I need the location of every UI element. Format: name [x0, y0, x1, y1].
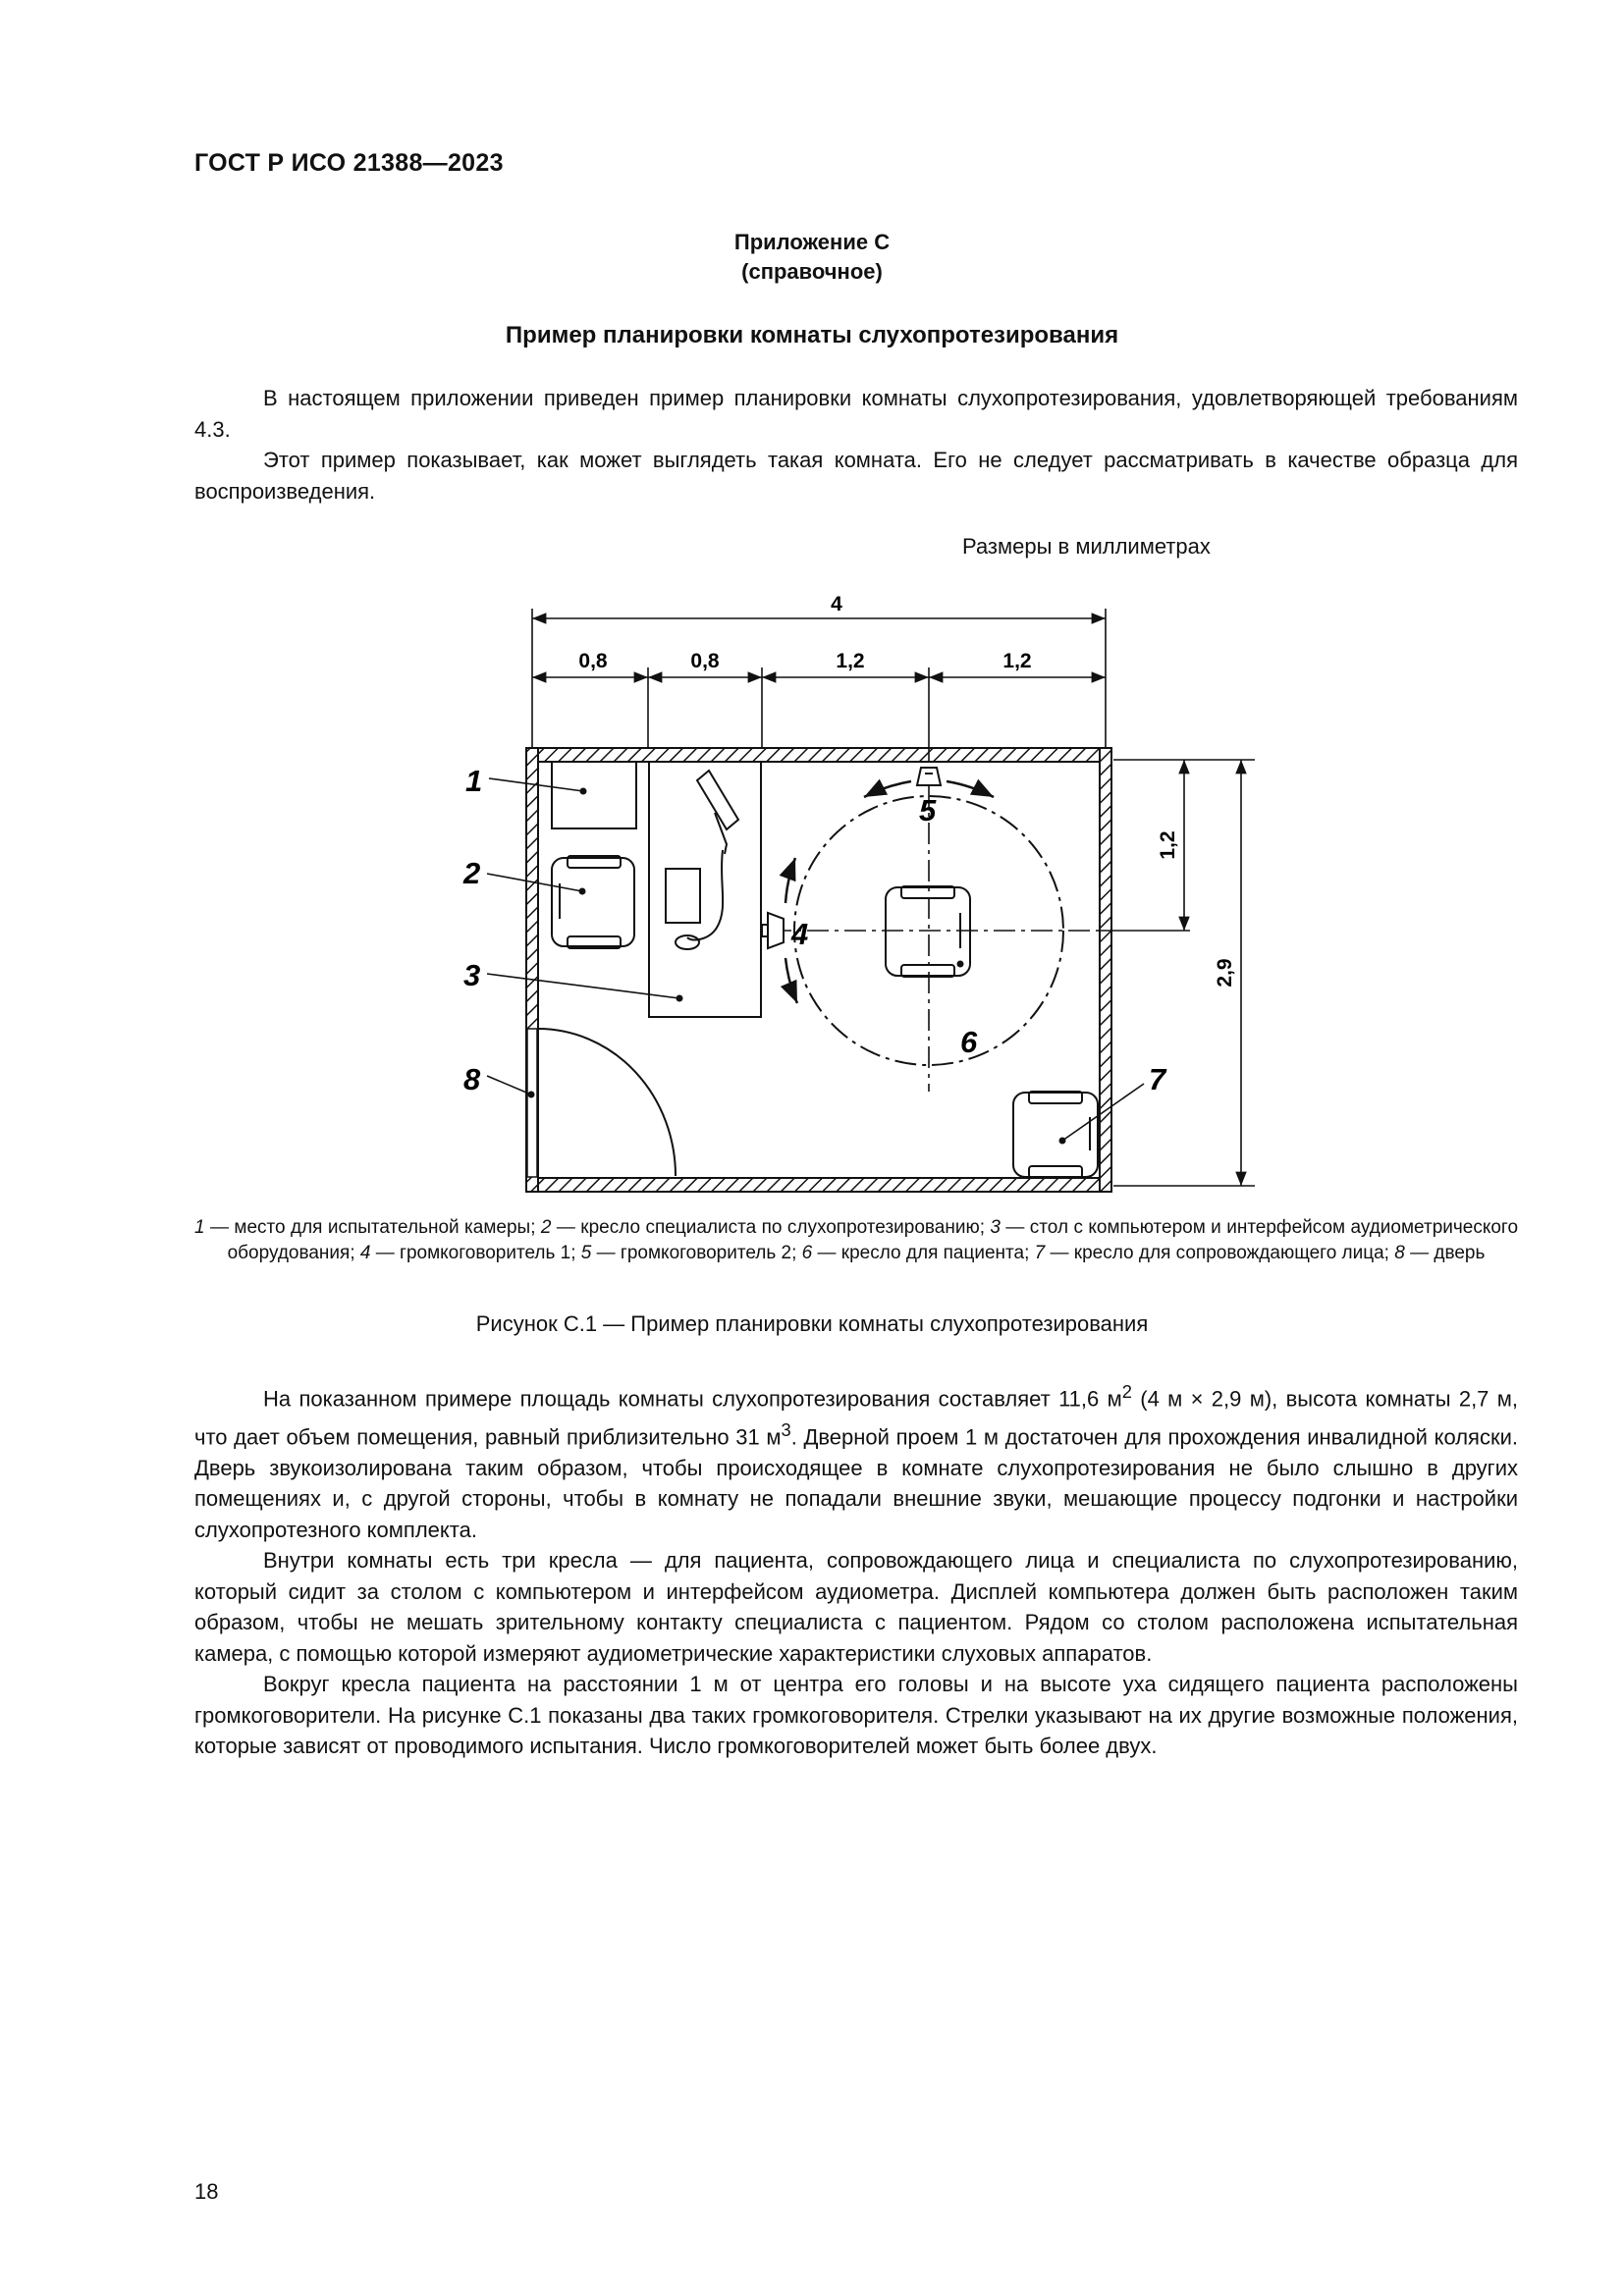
document-code: ГОСТ Р ИСО 21388—2023	[194, 149, 504, 177]
dimension-labels	[578, 593, 1236, 988]
annex-kind: (справочное)	[741, 259, 883, 284]
callout-7: 7	[1149, 1062, 1166, 1096]
dim-total-height: 2,9	[1214, 958, 1236, 988]
figure-caption: Рисунок С.1 — Пример планировки комнаты слухопротезирования	[475, 1311, 1149, 1336]
specialist-chair	[552, 856, 634, 948]
patient-chair	[886, 886, 970, 977]
dim-seg-4: 1,2	[1002, 650, 1032, 672]
companion-chair	[1013, 1092, 1098, 1178]
annex-title: Приложение С	[733, 230, 891, 254]
body-paragraph-2: Внутри комнаты есть три кресла — для пациента, сопровождающего лица и специалиста по слухопротезированию, который сидит за столом с компьютером и интерфейсом аудиометра. Дисплей компьютера должен быть расположен таким образом, чтобы не мешать зрительному контакту специалиста с пациентом. Рядом со столом расположена испытательная камера, с помощью которой измеряют аудиометрические характеристики слуховых аппаратов.	[194, 1548, 1518, 1666]
room-walls	[526, 748, 1111, 1192]
computer-desk	[649, 762, 761, 1017]
dim-seg-2: 0,8	[690, 650, 720, 672]
dim-height-part: 1,2	[1157, 830, 1179, 860]
callout-4: 4	[791, 917, 809, 951]
page-number: 18	[194, 2179, 219, 2204]
dim-seg-1: 0,8	[578, 650, 608, 672]
dim-seg-3: 1,2	[836, 650, 865, 672]
speaker-circle	[770, 785, 1100, 1092]
leader-lines	[487, 778, 1144, 1141]
section-title: Пример планировки комнаты слухопротезирования	[505, 322, 1119, 348]
test-chamber	[552, 762, 636, 828]
body-paragraph-1: На показанном примере площадь комнаты слухопротезирования составляет 11,6 $м^2$ (4 м × 2,9 м), высота комнаты 2,7 м, что дает объем помещения, равный приблизительно 31 $м^3$. Дверной проем 1 м достаточен для прохождения инвалидной коляски. Дверь звукоизолирована таким образом, чтобы происходящее в комнате слухопротезирования не было слышно в других помещениях и, с другой стороны, чтобы в комнату не попадали внешние звуки, мешающие процессу подгонки и настройки слухопротезного комплекта.	[194, 1381, 1518, 1542]
callout-3: 3	[463, 958, 481, 992]
body-text	[194, 1376, 1518, 1762]
body-paragraph-3: Вокруг кресла пациента на расстоянии 1 м от центра его головы и на высоте уха сидящего пациента расположены громкоговорители. На рисунке С.1 показаны два таких громкоговорителя. Стрелки указывают на их другие возможные положения, которые зависят от проводимого испытания. Число громкоговорителей может быть более двух.	[194, 1672, 1518, 1759]
dim-total-width: 4	[831, 593, 842, 615]
dimension-lines	[532, 609, 1255, 1186]
figure-legend: 1 — место для испытательной камеры; 2 — кресло специалиста по слухопротезированию; 3 — стол с компьютером и интерфейсом аудиометрического оборудования; 4 — громкоговоритель 1; 5 — громкоговоритель 2; 6 — кресло для пациента; 7 — кресло для сопровождающего лица; 8 — дверь	[194, 1217, 1519, 1263]
callout-5: 5	[919, 793, 937, 828]
intro-paragraph-2: Этот пример показывает, как может выглядеть такая комната. Его не следует рассматривать в качестве образца для воспроизведения.	[194, 448, 1518, 504]
callout-1: 1	[465, 764, 483, 798]
callout-8: 8	[463, 1062, 481, 1096]
intro-paragraph-1: В настоящем приложении приведен пример планировки комнаты слухопротезирования, удовлетворяющей требованиям 4.3.	[194, 386, 1518, 442]
door-swing	[528, 1029, 677, 1176]
callout-2: 2	[463, 856, 481, 890]
units-note: Размеры в миллиметрах	[962, 534, 1211, 559]
callout-6: 6	[960, 1025, 978, 1059]
